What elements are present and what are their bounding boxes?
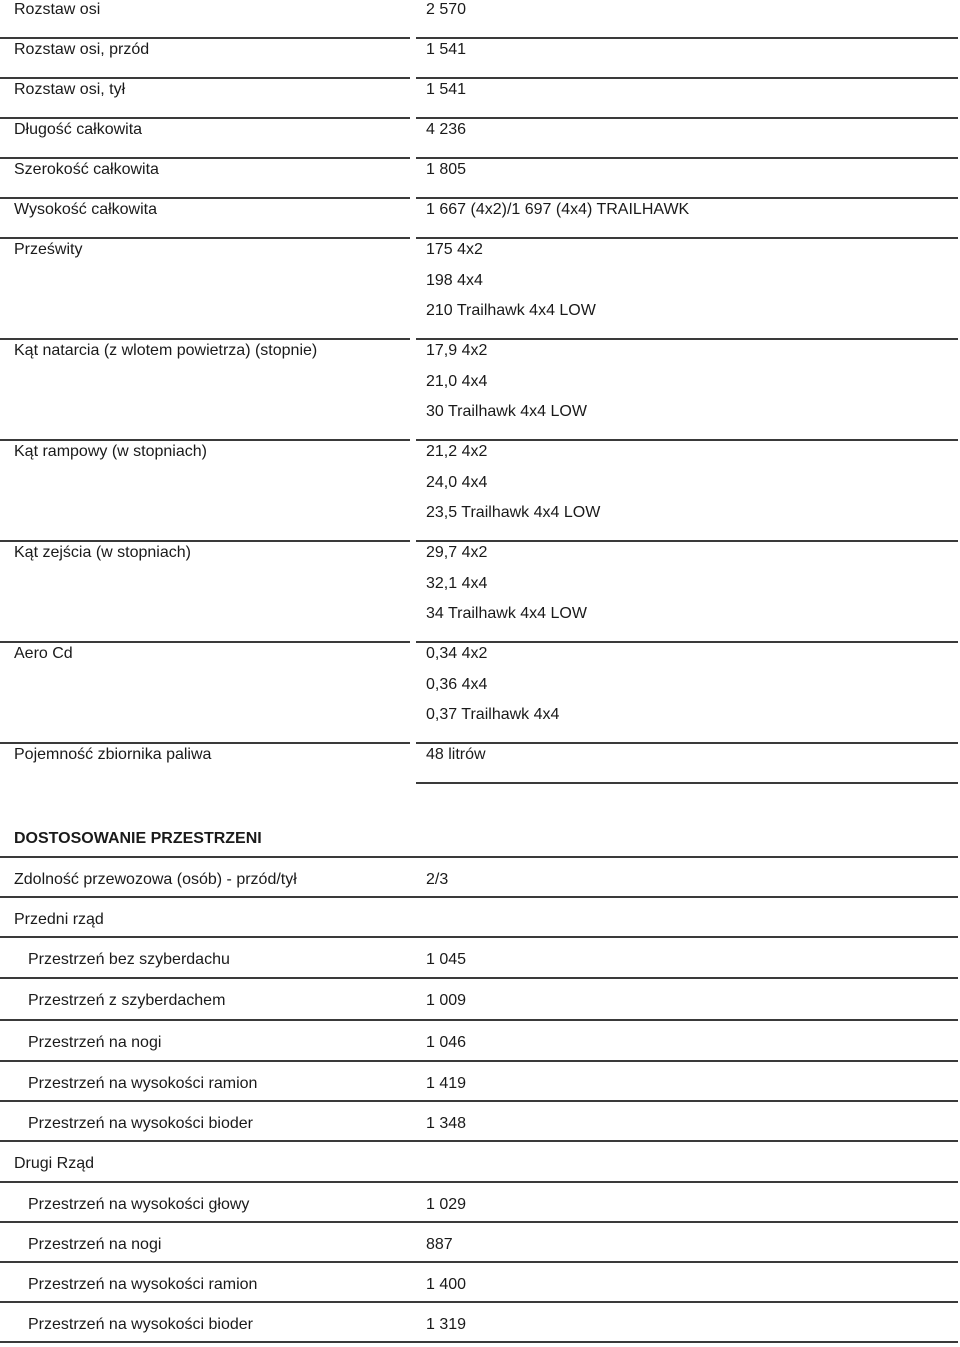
spec-value-line: 175 4x2 xyxy=(426,241,483,258)
space-label: Przestrzeń bez szyberdachu xyxy=(28,951,230,968)
space-label: Drugi Rząd xyxy=(14,1155,95,1172)
spec-label: Szerokość całkowita xyxy=(14,161,159,178)
spec-value-line: 0,34 4x2 xyxy=(426,645,488,662)
spec-label: Kąt rampowy (w stopniach) xyxy=(14,443,207,460)
spec-label: Długość całkowita xyxy=(14,121,143,138)
spec-value-line: 32,1 4x4 xyxy=(426,574,488,592)
space-value: 2/3 xyxy=(426,871,449,888)
spec-value-line: 24,0 4x4 xyxy=(426,473,488,491)
space-row xyxy=(0,1062,958,1102)
spec-value xyxy=(426,120,466,139)
space-value: 1 348 xyxy=(426,1115,467,1132)
space-label: Przestrzeń na wysokości bioder xyxy=(28,1115,253,1132)
spec-label: Rozstaw osi, przód xyxy=(14,41,150,58)
spec-value-line: 23,5 Trailhawk 4x4 LOW xyxy=(426,504,601,521)
spec-value-line: 48 litrów xyxy=(426,746,486,763)
spec-row xyxy=(0,0,958,39)
space-label: Przestrzeń na wysokości ramion xyxy=(28,1075,258,1092)
space-row xyxy=(0,1223,958,1263)
space-row xyxy=(0,1303,958,1343)
spec-row xyxy=(0,39,958,79)
spec-label: Aero Cd xyxy=(14,645,73,662)
section-heading: DOSTOSOWANIE PRZESTRZENI xyxy=(14,830,262,847)
spec-value xyxy=(426,0,466,19)
spec-value xyxy=(426,543,587,623)
space-value: 1 009 xyxy=(426,992,467,1009)
spec-label: Rozstaw osi xyxy=(14,1,101,18)
spec-value-line: 29,7 4x2 xyxy=(426,544,488,561)
fuel-underline xyxy=(416,782,958,784)
spec-value xyxy=(426,442,600,522)
spec-label: Prześwity xyxy=(14,241,83,258)
spec-row xyxy=(0,643,958,744)
space-row xyxy=(0,1263,958,1303)
spec-value xyxy=(426,341,587,421)
spec-row xyxy=(0,239,958,340)
space-label: Przestrzeń z szyberdachem xyxy=(28,992,226,1009)
space-value: 1 045 xyxy=(426,951,467,968)
spec-value-line: 17,9 4x2 xyxy=(426,342,488,359)
spec-row xyxy=(0,199,958,239)
space-label: Przestrzeń na nogi xyxy=(28,1034,162,1051)
spec-label: Pojemność zbiornika paliwa xyxy=(14,746,212,763)
column-gap xyxy=(410,784,416,786)
spec-value-line: 34 Trailhawk 4x4 LOW xyxy=(426,605,587,622)
space-label: Przedni rząd xyxy=(14,911,104,928)
spec-value-line: 0,37 Trailhawk 4x4 xyxy=(426,706,560,723)
spec-label: Wysokość całkowita xyxy=(14,201,158,218)
spec-value-line: 21,2 4x2 xyxy=(426,443,488,460)
spec-value-line: 1 805 xyxy=(426,161,467,178)
spec-label: Kąt natarcia (z wlotem powietrza) (stopnie) xyxy=(14,342,318,359)
space-row xyxy=(0,858,958,898)
space-label: Przestrzeń na nogi xyxy=(28,1236,162,1253)
spec-value-line: 30 Trailhawk 4x4 LOW xyxy=(426,403,587,420)
spec-row xyxy=(0,159,958,199)
spec-label: Rozstaw osi, tył xyxy=(14,81,126,98)
spec-value-line: 2 570 xyxy=(426,1,467,18)
section-heading-row xyxy=(0,826,958,858)
space-row xyxy=(0,1102,958,1142)
space-row xyxy=(0,938,958,979)
spec-value xyxy=(426,80,466,99)
spec-row xyxy=(0,340,958,441)
space-row xyxy=(0,1183,958,1223)
space-value: 1 400 xyxy=(426,1276,467,1293)
space-label: Zdolność przewozowa (osób) - przód/tył xyxy=(14,871,297,888)
space-row xyxy=(0,1142,958,1183)
space-value: 1 419 xyxy=(426,1075,467,1092)
space-label: Przestrzeń na wysokości bioder xyxy=(28,1316,253,1333)
space-value: 1 029 xyxy=(426,1196,467,1213)
spec-value-line: 1 541 xyxy=(426,81,467,98)
spec-row xyxy=(0,79,958,119)
spec-value xyxy=(426,160,466,179)
spec-value xyxy=(426,745,486,764)
spec-value-line: 0,36 4x4 xyxy=(426,675,488,693)
spec-value-line: 1 667 (4x2)/1 697 (4x4) TRAILHAWK xyxy=(426,201,690,218)
spec-value xyxy=(426,644,559,724)
space-label: Przestrzeń na wysokości ramion xyxy=(28,1276,258,1293)
spec-value-line: 198 4x4 xyxy=(426,271,483,289)
spec-row xyxy=(0,542,958,643)
space-value: 887 xyxy=(426,1236,453,1253)
spec-row xyxy=(0,744,958,784)
spec-value-line: 4 236 xyxy=(426,121,467,138)
spec-value-line: 21,0 4x4 xyxy=(426,372,488,390)
spec-row xyxy=(0,441,958,542)
spec-value xyxy=(426,40,466,59)
space-row xyxy=(0,979,958,1021)
space-row xyxy=(0,898,958,938)
spec-label: Kąt zejścia (w stopniach) xyxy=(14,544,191,561)
space-row xyxy=(0,1021,958,1062)
space-value: 1 319 xyxy=(426,1316,467,1333)
space-label: Przestrzeń na wysokości głowy xyxy=(28,1196,250,1213)
space-value: 1 046 xyxy=(426,1034,467,1051)
spec-value-line: 1 541 xyxy=(426,41,467,58)
spec-value xyxy=(426,240,596,320)
spec-value-line: 210 Trailhawk 4x4 LOW xyxy=(426,302,596,319)
spec-row xyxy=(0,119,958,159)
spec-value xyxy=(426,200,689,219)
